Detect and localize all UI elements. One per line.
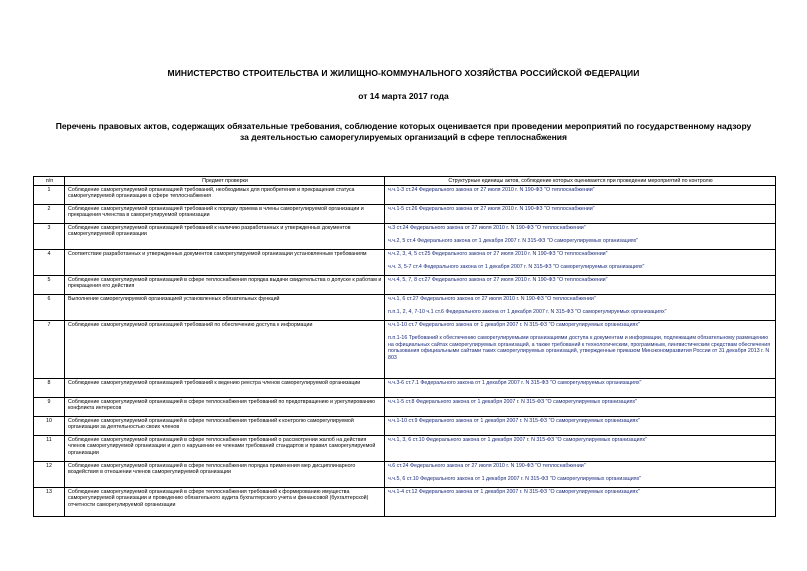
act-reference[interactable]: ч.ч.1, 3, 6 ст.10 Федерального закона от 1 декабря 2007 г. N 315-ФЗ "О саморегулируемых организациях" — [388, 437, 648, 443]
row-number: 10 — [34, 417, 65, 436]
act-reference[interactable]: п.п.1-16 Требований к обеспечению саморегулируемыми организациями доступа к документам и информации, подлежащим обязательному размещению на официальных сайтах саморегулируемых организаций, а также требований к технологическим, программным, лингвистическим средствам обеспечения пользования официальными сайтами таких саморегулируемых организаций, утвержденные приказом Минэкономразвития России от 31 декабря 2013 г. N 803 — [388, 335, 771, 361]
row-subject: Соблюдение саморегулируемой организацией в сфере теплоснабжения требований к формированию имущества саморегулируемой организации и проведению обязательного аудита бухгалтерского учета и финансовой (бухгалтерской) отчетности саморегулируемой организации — [65, 488, 385, 517]
column-header-subject: Предмет проверки — [65, 177, 385, 186]
document-title — [30, 121, 777, 143]
row-number: 3 — [34, 224, 65, 250]
table-row — [34, 186, 776, 205]
act-reference[interactable]: ч.ч.2, 3, 4, 5 ст.25 Федерального закона от 27 июля 2010 г. N 190-ФЗ "О теплоснабжении" — [388, 251, 608, 257]
row-acts — [385, 379, 776, 398]
row-subject: Соблюдение саморегулируемой организацией требований к наличию разработанных и утвержденных документов саморегулируемой организации — [65, 224, 385, 250]
table-row — [34, 436, 776, 462]
table-row — [34, 462, 776, 488]
row-number: 7 — [34, 321, 65, 379]
row-acts — [385, 295, 776, 321]
spacer — [388, 257, 773, 264]
act-reference[interactable]: ч.ч.2, 5 ст.4 Федерального закона от 1 декабря 2007 г. N 315-ФЗ "О саморегулируемых организациях" — [388, 238, 639, 245]
act-reference[interactable]: ч.ч.5, 6 ст.10 Федерального закона от 1 декабря 2007 г. N 315-ФЗ "О саморегулируемых организациях" — [388, 476, 642, 483]
row-subject: Соблюдение саморегулируемой организацией в сфере теплоснабжения требований к контролю саморегулируемой организации за деятельностью своих членов — [65, 417, 385, 436]
title-line-2: за деятельностью саморегулируемых организаций в сфере теплоснабжения — [240, 132, 567, 142]
table-row — [34, 224, 776, 250]
row-subject: Соблюдение саморегулируемой организацией требований к порядку приема в члены саморегулируемой организации и прекращения членства в саморегулируемой организации — [65, 205, 385, 224]
act-reference[interactable]: ч.ч.4, 5, 7, 8 ст.27 Федерального закона от 27 июля 2010 г. N 190-ФЗ "О теплоснабжении" — [388, 277, 608, 283]
row-number: 9 — [34, 398, 65, 417]
row-number: 4 — [34, 250, 65, 276]
row-acts — [385, 250, 776, 276]
row-number: 1 — [34, 186, 65, 205]
act-reference[interactable]: ч.ч.1-5 ст.26 Федерального закона от 27 июля 2010 г. N 190-ФЗ "О теплоснабжении" — [388, 206, 595, 212]
requirements-table — [33, 176, 776, 517]
document-date: от 14 марта 2017 года — [358, 91, 449, 101]
row-number: 12 — [34, 462, 65, 488]
row-subject: Соблюдение саморегулируемой организацией требований к ведению реестра членов саморегулируемой организации — [65, 379, 385, 398]
act-reference[interactable]: ч.ч. 3, 5-7 ст.4 Федерального закона от 1 декабря 2007 г. N 315-ФЗ "О саморегулируемых организациях" — [388, 264, 645, 271]
act-reference[interactable]: ч.ч.1, 6 ст.27 Федерального закона от 27 июля 2010 г. N 190-ФЗ "О теплоснабжении" — [388, 296, 596, 302]
act-reference[interactable]: ч.ч.1-5 ст.8 Федерального закона от 1 декабря 2007 г. N 315-ФЗ "О саморегулируемых организациях" — [388, 399, 637, 405]
act-reference[interactable]: ч.ч.1-3 ст.24 Федерального закона от 27 июля 2010 г. N 190-ФЗ "О теплоснабжении" — [388, 187, 595, 193]
table-row — [34, 250, 776, 276]
row-subject: Соблюдение саморегулируемой организацией требований, необходимых для приобретения и прекращения статуса саморегулируемой организации в сфере теплоснабжения — [65, 186, 385, 205]
row-acts — [385, 276, 776, 295]
act-reference[interactable]: ч.ч.1-10 ст.7 Федерального закона от 1 декабря 2007 г. N 315-ФЗ "О саморегулируемых организациях" — [388, 322, 640, 328]
row-acts — [385, 186, 776, 205]
row-acts — [385, 462, 776, 488]
row-number: 2 — [34, 205, 65, 224]
spacer — [388, 469, 773, 476]
row-subject: Соблюдение саморегулируемой организацией в сфере теплоснабжения порядка выдачи свидетельства о допуске к работам и прекращения его действия — [65, 276, 385, 295]
table-row — [34, 205, 776, 224]
row-acts — [385, 224, 776, 250]
row-number: 11 — [34, 436, 65, 462]
row-acts — [385, 321, 776, 379]
act-reference[interactable]: ч.ч.3-6 ст.7.1 Федерального закона от 1 декабря 2007 г. N 315-ФЗ "О саморегулируемых организациях" — [388, 380, 642, 386]
table-row — [34, 398, 776, 417]
column-header-number: п/п — [34, 177, 65, 186]
table-row — [34, 321, 776, 379]
column-header-acts: Структурные единицы актов, соблюдение которых оценивается при проведении мероприятий по контролю — [385, 177, 776, 186]
row-acts — [385, 488, 776, 517]
act-reference[interactable]: ч.6 ст.24 Федерального закона от 27 июля 2010 г. N 190-ФЗ "О теплоснабжении" — [388, 463, 586, 469]
row-subject: Соответствие разработанных и утвержденных документов саморегулируемой организации установленным требованиям — [65, 250, 385, 276]
row-number: 13 — [34, 488, 65, 517]
table-row — [34, 276, 776, 295]
row-subject: Соблюдение саморегулируемой организацией в сфере теплоснабжения порядка применения мер дисциплинарного воздействия в отношении членов саморегулируемой организации — [65, 462, 385, 488]
spacer — [388, 231, 773, 238]
act-reference[interactable]: ч.3 ст.24 Федерального закона от 27 июля 2010 г. N 190-ФЗ "О теплоснабжении" — [388, 225, 586, 231]
row-subject: Выполнение саморегулируемой организацией установленных обязательных функций — [65, 295, 385, 321]
table-row — [34, 488, 776, 517]
row-subject: Соблюдение саморегулируемой организацией в сфере теплоснабжения требований по предотвращению и урегулированию конфликта интересов — [65, 398, 385, 417]
row-number: 6 — [34, 295, 65, 321]
act-reference[interactable]: ч.ч.1-4 ст.12 Федерального закона от 1 декабря 2007 г. N 315-ФЗ "О саморегулируемых организациях" — [388, 489, 640, 495]
row-acts — [385, 205, 776, 224]
row-acts — [385, 417, 776, 436]
act-reference[interactable]: ч.ч.1-10 ст.9 Федерального закона от 1 декабря 2007 г. N 315-ФЗ "О саморегулируемых организациях" — [388, 418, 640, 424]
spacer — [388, 302, 773, 309]
table-body — [34, 186, 776, 517]
table-row — [34, 295, 776, 321]
row-number: 5 — [34, 276, 65, 295]
row-acts — [385, 436, 776, 462]
row-subject: Соблюдение саморегулируемой организацией требований по обеспечению доступа к информации — [65, 321, 385, 379]
row-number: 8 — [34, 379, 65, 398]
row-acts — [385, 398, 776, 417]
act-reference[interactable]: п.п.1, 2, 4, 7-10 ч.1 ст.6 Федерального закона от 1 декабря 2007 г. N 315-ФЗ "О саморегулируемых организациях" — [388, 309, 667, 316]
title-line-1: Перечень правовых актов, содержащих обязательные требования, соблюдение которых оценивается при проведении мероприятий по государственному надзору — [55, 121, 752, 131]
ministry-heading: МИНИСТЕРСТВО СТРОИТЕЛЬСТВА И ЖИЛИЩНО-КОММУНАЛЬНОГО ХОЗЯЙСТВА РОССИЙСКОЙ ФЕДЕРАЦИИ — [167, 68, 640, 78]
table-row — [34, 417, 776, 436]
table-row — [34, 379, 776, 398]
row-subject: Соблюдение саморегулируемой организацией в сфере теплоснабжения требований о рассмотрении жалоб на действия членов саморегулируемой организации и дел о нарушении ее членами требований стандартов и правил саморегулируемой организации — [65, 436, 385, 462]
table-header-row — [34, 177, 776, 186]
